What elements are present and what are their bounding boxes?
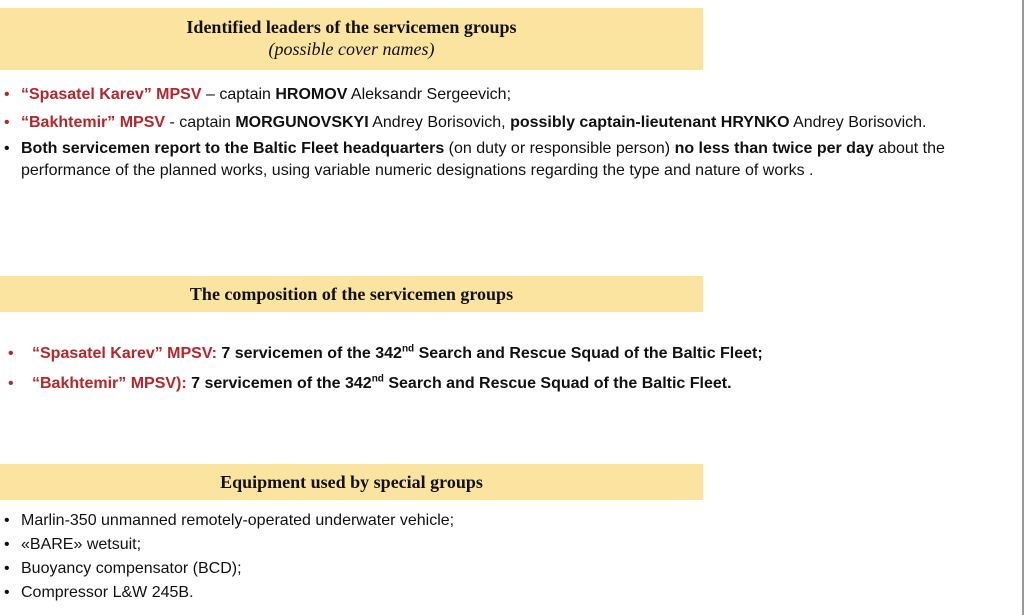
list-item (0, 373, 900, 395)
list-item (0, 343, 900, 365)
equipment-item: «BARE» wetsuit; (21, 536, 142, 553)
ordinal-suffix: nd (401, 343, 415, 355)
report-statement: Both servicemen report to the Baltic Fleet headquarters (21, 140, 445, 157)
item-text: – captain (201, 86, 276, 103)
possible-officer: possibly captain-lieutenant HRYNKO (510, 114, 790, 131)
item-text: about the performance of the planned works, using variable numeric designations regarding the type and nature of works . (21, 140, 945, 179)
item-text: Andrey Borisovich, (368, 114, 511, 131)
bullet-icon: • (4, 512, 10, 529)
vessel-name: “Spasatel Karev” MPSV (21, 86, 202, 103)
equipment-section-header (0, 464, 703, 500)
item-text: (on duty or responsible person) (444, 140, 675, 157)
composition-section-title: The composition of the servicemen groups (189, 284, 514, 304)
item-text: Search and Rescue Squad of the Baltic Fleet; (414, 345, 763, 362)
equipment-item: Marlin-350 unmanned remotely-operated underwater vehicle; (21, 512, 455, 529)
leaders-section-header (0, 8, 703, 70)
composition-list (0, 343, 900, 395)
equipment-item: Buoyancy compensator (BCD); (21, 560, 242, 577)
leaders-section-subtitle: (possible cover names) (268, 39, 435, 59)
leaders-list (0, 84, 1000, 182)
item-text: - captain (165, 114, 236, 131)
list-item (0, 112, 1000, 134)
report-frequency: no less than twice per day (674, 140, 874, 157)
item-text: Andrey Borisovich. (789, 114, 927, 131)
list-item (0, 84, 1000, 106)
vessel-name: “Bakhtemir” MPSV (21, 114, 166, 131)
bullet-icon: • (4, 114, 10, 131)
bullet-icon: • (4, 86, 10, 103)
item-text: 7 servicemen of the 342 (186, 375, 372, 392)
equipment-section-title: Equipment used by special groups (220, 472, 483, 492)
leaders-section-title: Identified leaders of the servicemen groups (186, 17, 517, 37)
list-item (0, 510, 900, 532)
captain-surname: MORGUNOVSKYI (235, 114, 369, 131)
list-item (0, 582, 900, 604)
captain-surname: HROMOV (275, 86, 348, 103)
vessel-name: “Spasatel Karev” MPSV: (32, 345, 217, 362)
list-item (0, 138, 1000, 182)
bullet-icon: • (4, 560, 10, 577)
bullet-icon: • (4, 536, 10, 553)
item-text: Aleksandr Sergeevich; (347, 86, 512, 103)
ordinal-suffix: nd (371, 373, 384, 385)
vessel-name: “Bakhtemir” MPSV): (32, 375, 187, 392)
equipment-item: Compressor L&W 245B. (21, 584, 194, 601)
item-text: 7 servicemen of the 342 (216, 345, 402, 362)
list-item (0, 534, 900, 556)
list-item (0, 558, 900, 580)
bullet-icon: • (4, 584, 10, 601)
bullet-icon: • (8, 345, 14, 362)
equipment-list (0, 510, 900, 606)
bullet-icon: • (4, 140, 10, 157)
composition-section-header (0, 276, 703, 312)
bullet-icon: • (8, 375, 14, 392)
item-text: Search and Rescue Squad of the Baltic Fleet. (383, 375, 732, 392)
